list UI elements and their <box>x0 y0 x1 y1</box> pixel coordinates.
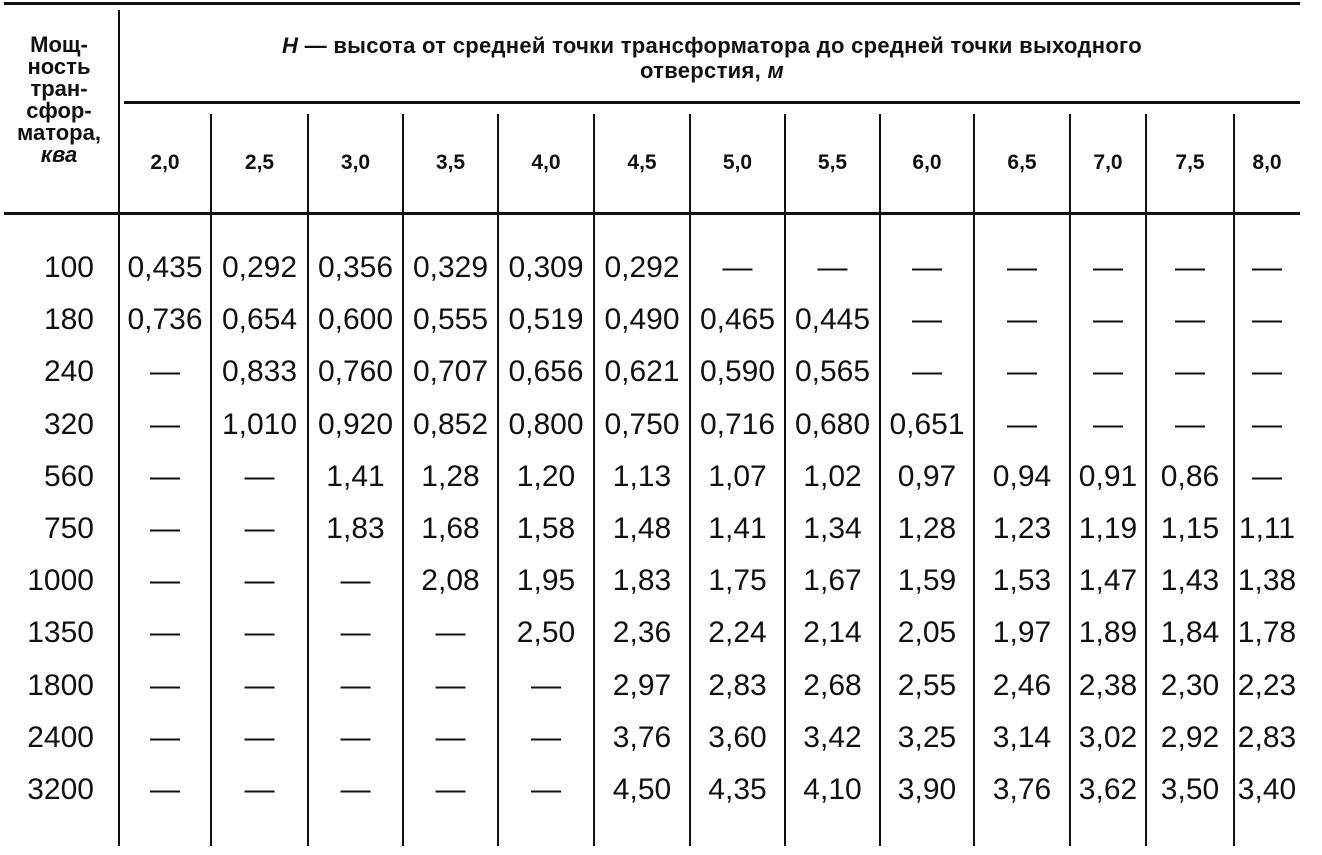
table-cell: 2,55 <box>897 669 957 702</box>
table-cell: — <box>1007 303 1037 336</box>
table-cell: 0,621 <box>604 355 680 388</box>
table-cell: 1,78 <box>1237 616 1297 649</box>
table-cell: 1,38 <box>1237 564 1297 597</box>
table-cell: 1,67 <box>803 564 862 597</box>
table-cell: 0,760 <box>317 355 394 388</box>
table-cell: 2,83 <box>1237 721 1297 754</box>
table-cell: 0,519 <box>508 303 584 336</box>
table-cell: 1,68 <box>421 512 480 545</box>
table-cell: — <box>1093 303 1123 336</box>
table-cell: 1,48 <box>612 512 672 545</box>
table-cell: 1,19 <box>1078 512 1138 545</box>
subheader-rule <box>124 101 1300 104</box>
height-column-header: 3,0 <box>340 151 371 174</box>
table-cell: 1,95 <box>516 564 576 597</box>
table-cell: 2,05 <box>897 616 957 649</box>
top-rule <box>4 2 1300 5</box>
height-column-header: 5,0 <box>722 151 753 174</box>
table-cell: 0,750 <box>604 408 680 441</box>
table-cell: 3,50 <box>1160 773 1220 806</box>
table-cell: — <box>244 616 275 649</box>
table-cell: — <box>1093 355 1123 388</box>
table-cell: — <box>817 251 848 284</box>
table-cell: 1,47 <box>1078 564 1138 597</box>
table-cell: 3,40 <box>1237 773 1297 806</box>
height-column-header: 6,5 <box>1007 151 1037 174</box>
table-cell: 2,14 <box>803 616 862 649</box>
table-cell: — <box>1252 408 1282 441</box>
table-cell: 0,97 <box>897 460 957 493</box>
table-cell: 1,43 <box>1160 564 1220 597</box>
header-bottom-rule <box>4 212 1300 215</box>
height-variable: H <box>282 33 299 58</box>
table-cell: — <box>531 669 561 702</box>
row-header-line: тран- <box>30 76 88 101</box>
table-cell: 0,716 <box>699 408 776 441</box>
table-cell: 3,42 <box>803 721 862 754</box>
table-cell: 1,02 <box>803 460 862 493</box>
table-cell: 1,13 <box>612 460 672 493</box>
table-cell: 2,92 <box>1160 721 1220 754</box>
table-cell: 0,490 <box>604 303 680 336</box>
table-cell: 0,86 <box>1160 460 1220 493</box>
table-cell: — <box>340 616 371 649</box>
table-cell: — <box>150 616 180 649</box>
table-cell: — <box>1007 251 1037 284</box>
table-cell: 1,89 <box>1078 616 1138 649</box>
table-cell: 0,680 <box>794 408 871 441</box>
table-cell: — <box>1175 408 1205 441</box>
table-cell: 1,41 <box>708 512 767 545</box>
height-column-header: 7,5 <box>1175 151 1205 174</box>
table-cell: 2,38 <box>1078 669 1138 702</box>
height-column-header: 4,5 <box>627 151 657 174</box>
table-cell: — <box>244 721 275 754</box>
table-cell: 4,10 <box>803 773 862 806</box>
table-cell: — <box>244 460 275 493</box>
table-cell: 3,02 <box>1078 721 1138 754</box>
table-cell: 1,28 <box>421 460 480 493</box>
height-column-header: 5,5 <box>817 151 848 174</box>
table-cell: 0,292 <box>221 251 298 284</box>
table-cell: 0,329 <box>412 251 489 284</box>
table-cell: 0,590 <box>699 355 776 388</box>
power-value: 750 <box>43 512 94 545</box>
table-cell: 4,50 <box>612 773 672 806</box>
height-column-header: 7,0 <box>1093 151 1123 174</box>
table-cell: 1,010 <box>221 408 298 441</box>
table-cell: — <box>340 721 371 754</box>
table-cell: — <box>150 721 180 754</box>
table-cell: — <box>150 669 180 702</box>
column-group-header-line2 <box>124 58 1300 83</box>
table-cell: — <box>435 616 466 649</box>
table-cell: — <box>1252 355 1282 388</box>
table-cell: 2,68 <box>803 669 862 702</box>
power-value: 100 <box>43 251 94 284</box>
table-cell: 1,34 <box>803 512 862 545</box>
table-cell: — <box>435 669 466 702</box>
table-cell: 2,08 <box>421 564 480 597</box>
table-cell: — <box>150 512 180 545</box>
table-cell: 1,28 <box>897 512 957 545</box>
table-cell: 1,53 <box>992 564 1052 597</box>
table-cell: 1,83 <box>612 564 672 597</box>
table-cell: — <box>912 251 942 284</box>
table-cell: 0,309 <box>508 251 584 284</box>
table-cell: 0,292 <box>604 251 680 284</box>
table-cell: — <box>244 773 275 806</box>
column-group-header-line1 <box>124 33 1300 58</box>
table-cell: — <box>244 512 275 545</box>
table-cell: 0,852 <box>412 408 489 441</box>
power-value: 240 <box>43 355 94 388</box>
table-cell: — <box>912 303 942 336</box>
table-cell: — <box>150 564 180 597</box>
table-cell: 0,445 <box>794 303 871 336</box>
table-cell: 2,83 <box>708 669 767 702</box>
power-value: 3200 <box>27 773 94 806</box>
power-value: 320 <box>43 408 94 441</box>
table-cell: 1,11 <box>1238 512 1296 545</box>
row-header-line: сфор- <box>26 98 92 123</box>
height-unit: м <box>767 58 785 83</box>
table-cell: 1,59 <box>897 564 957 597</box>
table-cell: — <box>1175 251 1205 284</box>
table-cell: — <box>1007 355 1037 388</box>
power-value: 2400 <box>27 721 94 754</box>
table-cell: 0,356 <box>317 251 394 284</box>
table-cell: 1,15 <box>1160 512 1220 545</box>
table-cell: 1,58 <box>516 512 576 545</box>
table-cell: 3,14 <box>992 721 1052 754</box>
table-cell: — <box>244 564 275 597</box>
table-cell: 0,920 <box>317 408 394 441</box>
table-cell: 0,800 <box>508 408 584 441</box>
table-cell: 1,75 <box>708 564 767 597</box>
table-cell: — <box>1093 408 1123 441</box>
column-group-header-text: — высота от средней точки трансформатора до средней точки выходного <box>298 33 1142 58</box>
table-cell: 0,435 <box>127 251 203 284</box>
table-cell: — <box>150 460 180 493</box>
table-cell: 0,565 <box>794 355 871 388</box>
table-cell: 3,76 <box>612 721 672 754</box>
table-cell: 1,41 <box>326 460 385 493</box>
table-cell: 3,62 <box>1078 773 1138 806</box>
height-column-header: 2,0 <box>150 151 180 174</box>
table-cell: 3,90 <box>897 773 957 806</box>
table-cell: — <box>1252 251 1282 284</box>
table-cell: 0,651 <box>889 408 965 441</box>
table-cell: — <box>435 721 466 754</box>
table-cell: 2,24 <box>708 616 767 649</box>
table-cell: — <box>340 669 371 702</box>
table-cell: — <box>150 355 180 388</box>
power-value: 560 <box>43 460 94 493</box>
table-cell: — <box>1252 460 1282 493</box>
height-column-header: 4,0 <box>531 151 561 174</box>
table-cell: — <box>340 773 371 806</box>
table-cell: 2,97 <box>612 669 672 702</box>
table-cell: — <box>150 408 180 441</box>
height-column-header: 2,5 <box>244 151 275 174</box>
table-cell: — <box>1175 355 1205 388</box>
table-cell: 1,97 <box>992 616 1052 649</box>
table-cell: — <box>1252 303 1282 336</box>
table-cell: 0,91 <box>1078 460 1138 493</box>
table-cell: 0,654 <box>221 303 298 336</box>
table-cell: — <box>1093 251 1123 284</box>
table-cell: 0,465 <box>699 303 776 336</box>
table-cell: 3,76 <box>992 773 1052 806</box>
table-cell: 1,83 <box>326 512 385 545</box>
height-column-header: 3,5 <box>435 151 466 174</box>
column-group-header <box>124 33 1300 83</box>
table-cell: 0,656 <box>508 355 584 388</box>
table-cell: 4,35 <box>708 773 767 806</box>
height-column-header: 8,0 <box>1252 151 1282 174</box>
table-cell: 1,07 <box>708 460 767 493</box>
row-header-line: Мощ- <box>30 32 88 57</box>
table-cell: 1,84 <box>1160 616 1220 649</box>
table-cell: — <box>912 355 942 388</box>
table-cell: 3,25 <box>897 721 957 754</box>
table-cell: — <box>435 773 466 806</box>
table-cell: 0,833 <box>221 355 298 388</box>
table-cell: 2,36 <box>612 616 672 649</box>
row-header-unit: ква <box>40 142 78 167</box>
row-header-line: матора, <box>17 120 101 145</box>
row-header <box>4 34 114 166</box>
row-header-line: ность <box>27 54 91 79</box>
table-cell: 0,736 <box>127 303 203 336</box>
table-cell: — <box>722 251 753 284</box>
column-group-header-text2: отверстия, <box>639 58 768 83</box>
height-column-header: 6,0 <box>912 151 942 174</box>
table-cell: 1,20 <box>516 460 576 493</box>
table-cell: — <box>531 773 561 806</box>
table-cell: 2,50 <box>516 616 576 649</box>
power-value: 1000 <box>27 564 94 597</box>
table-cell: — <box>244 669 275 702</box>
table-cell: 2,23 <box>1237 669 1297 702</box>
table-cell: — <box>1007 408 1037 441</box>
table-cell: 2,30 <box>1160 669 1220 702</box>
table-cell: 0,600 <box>317 303 394 336</box>
table-cell: — <box>340 564 371 597</box>
table-cell: — <box>1175 303 1205 336</box>
table-cell: 2,46 <box>992 669 1052 702</box>
table-cell: 0,707 <box>412 355 489 388</box>
table-cell: 3,60 <box>708 721 767 754</box>
table-cell: 0,94 <box>992 460 1052 493</box>
table-cell: — <box>150 773 180 806</box>
power-value: 180 <box>43 303 94 336</box>
table-cell: 0,555 <box>412 303 489 336</box>
table-cell: 1,23 <box>992 512 1052 545</box>
power-value: 1800 <box>27 669 94 702</box>
power-value: 1350 <box>27 616 94 649</box>
table-cell: — <box>531 721 561 754</box>
